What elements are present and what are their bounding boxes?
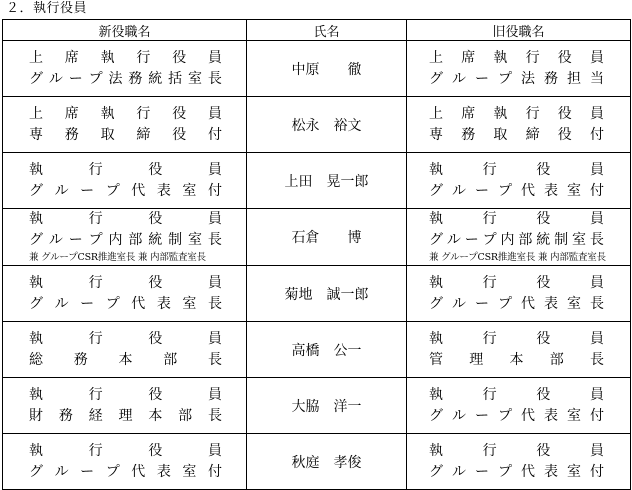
title-char: ル bbox=[54, 182, 69, 199]
title-char: 表 bbox=[544, 463, 558, 480]
title-char: ル bbox=[452, 407, 466, 424]
officer-name: 石倉 博 bbox=[291, 230, 362, 246]
title-char: 務 bbox=[64, 126, 79, 143]
title-char: 表 bbox=[156, 463, 171, 480]
title-char: 長 bbox=[590, 295, 604, 312]
new-title-cell bbox=[3, 97, 247, 153]
title-char: グ bbox=[29, 232, 43, 248]
title-char: 席 bbox=[461, 49, 476, 66]
old-title-cell bbox=[407, 266, 631, 322]
old-title-cell bbox=[407, 97, 631, 153]
new-title-line bbox=[29, 160, 222, 181]
title-char: 室 bbox=[567, 463, 581, 480]
title-char: ー bbox=[80, 463, 95, 480]
title-char: 室 bbox=[182, 295, 197, 312]
new-title-cell bbox=[3, 322, 247, 378]
title-char: 役 bbox=[148, 161, 163, 178]
title-char: 統 bbox=[536, 232, 551, 248]
title-char: グ bbox=[429, 182, 443, 199]
title-char: 部 bbox=[178, 407, 193, 424]
title-char: 表 bbox=[156, 182, 171, 199]
title-char: 取 bbox=[100, 126, 115, 143]
officer-name: 高橋 公一 bbox=[291, 342, 362, 359]
new-title-line bbox=[29, 230, 222, 251]
title-char: 員 bbox=[589, 330, 604, 347]
title-char: 員 bbox=[207, 386, 222, 403]
new-title-line bbox=[29, 385, 222, 406]
title-char: プ bbox=[498, 70, 512, 87]
table-row bbox=[3, 434, 631, 490]
new-title-line bbox=[29, 181, 222, 202]
officer-name: 松永 裕文 bbox=[291, 117, 362, 134]
title-char: 執 bbox=[29, 211, 43, 227]
title-char: 専 bbox=[29, 126, 43, 143]
title-char: 執 bbox=[429, 442, 443, 459]
title-char: 員 bbox=[589, 211, 604, 227]
title-char: ー bbox=[464, 232, 479, 248]
title-char: 制 bbox=[168, 232, 183, 248]
title-char: 行 bbox=[136, 105, 151, 122]
title-char: 当 bbox=[590, 70, 604, 87]
title-char: 員 bbox=[207, 330, 222, 347]
title-char: プ bbox=[498, 463, 512, 480]
title-char: ー bbox=[475, 182, 489, 199]
old-title-line bbox=[429, 462, 604, 483]
old-title-cell bbox=[407, 434, 631, 490]
title-char: 長 bbox=[589, 232, 604, 248]
title-char: 内 bbox=[500, 232, 515, 248]
title-char: 代 bbox=[131, 295, 146, 312]
title-char: 役 bbox=[148, 211, 163, 227]
title-char: 財 bbox=[29, 407, 43, 424]
title-char: 括 bbox=[168, 70, 183, 87]
title-char: 執 bbox=[100, 105, 115, 122]
title-char: 付 bbox=[589, 126, 604, 143]
name-cell bbox=[247, 41, 407, 97]
old-title-line bbox=[429, 294, 604, 315]
name-cell bbox=[247, 322, 407, 378]
title-char: 表 bbox=[544, 182, 558, 199]
new-title-line bbox=[29, 48, 222, 69]
title-char: 役 bbox=[148, 442, 163, 459]
title-char: 締 bbox=[525, 126, 540, 143]
old-title-line bbox=[429, 181, 604, 202]
title-char: ル bbox=[48, 70, 63, 87]
table-row bbox=[3, 209, 631, 266]
title-char: ル bbox=[452, 295, 466, 312]
title-char: プ bbox=[105, 182, 120, 199]
title-char: 執 bbox=[429, 211, 443, 227]
title-char: 付 bbox=[207, 182, 222, 199]
old-title-line bbox=[429, 273, 604, 294]
title-char: ー bbox=[475, 407, 489, 424]
new-title-note: 兼 グループCSR推進室長 兼 内部監査室長 bbox=[29, 252, 206, 263]
title-char: ー bbox=[68, 232, 83, 248]
title-char: 付 bbox=[590, 182, 604, 199]
title-char: プ bbox=[498, 407, 512, 424]
header-new-title: 新役職名 bbox=[3, 20, 247, 41]
title-char: 執 bbox=[493, 49, 508, 66]
title-char: 代 bbox=[521, 407, 535, 424]
title-char: 表 bbox=[156, 295, 171, 312]
title-char: 席 bbox=[64, 49, 79, 66]
title-char: 部 bbox=[163, 351, 178, 368]
title-char: 代 bbox=[521, 295, 535, 312]
table-row bbox=[3, 41, 631, 97]
title-char: 行 bbox=[482, 442, 497, 459]
title-char: 執 bbox=[29, 442, 43, 459]
title-char: 室 bbox=[567, 407, 581, 424]
title-char: ル bbox=[54, 463, 69, 480]
title-char: 上 bbox=[29, 49, 43, 66]
title-char: ル bbox=[452, 70, 466, 87]
title-char: 長 bbox=[207, 407, 222, 424]
title-char: 管 bbox=[429, 351, 443, 368]
title-char: 執 bbox=[429, 386, 443, 403]
table-row bbox=[3, 153, 631, 209]
old-title-line bbox=[429, 329, 604, 350]
executive-officers-table bbox=[2, 19, 631, 490]
old-title-note: 兼 グループCSR推進室長 兼 内部監査室長 bbox=[429, 252, 606, 263]
table-row bbox=[3, 378, 631, 434]
title-char: グ bbox=[29, 463, 43, 480]
title-char: 執 bbox=[29, 386, 43, 403]
officer-name: 菊地 誠一郎 bbox=[284, 286, 369, 303]
title-char: 行 bbox=[482, 161, 497, 178]
old-title-line bbox=[429, 350, 604, 371]
old-title-line bbox=[429, 441, 604, 462]
old-title-line bbox=[429, 406, 604, 427]
title-char: ー bbox=[80, 295, 95, 312]
title-char: 役 bbox=[536, 211, 551, 227]
table-header-row bbox=[3, 20, 631, 41]
title-char: グ bbox=[29, 295, 43, 312]
title-char: 代 bbox=[131, 182, 146, 199]
title-char: 員 bbox=[589, 274, 604, 291]
title-char: プ bbox=[498, 295, 512, 312]
title-char: 室 bbox=[188, 232, 202, 248]
title-char: グ bbox=[429, 70, 443, 87]
title-char: ル bbox=[452, 463, 466, 480]
title-char: 代 bbox=[521, 463, 535, 480]
title-char: 上 bbox=[429, 105, 443, 122]
title-char: 役 bbox=[172, 49, 187, 66]
title-char: 行 bbox=[88, 274, 103, 291]
title-char: 室 bbox=[182, 182, 197, 199]
title-char: 行 bbox=[88, 386, 103, 403]
title-char: 理 bbox=[469, 351, 484, 368]
old-title-line bbox=[429, 385, 604, 406]
title-char: 本 bbox=[509, 351, 524, 368]
new-title-line bbox=[29, 125, 222, 146]
title-char: 総 bbox=[29, 351, 43, 368]
new-title-line bbox=[29, 294, 222, 315]
new-title-cell bbox=[3, 434, 247, 490]
title-char: ル bbox=[54, 295, 69, 312]
new-title-cell bbox=[3, 266, 247, 322]
title-char: 統 bbox=[148, 232, 163, 248]
title-char: 員 bbox=[589, 386, 604, 403]
title-char: 役 bbox=[536, 442, 551, 459]
title-char: 員 bbox=[207, 274, 222, 291]
title-char: ー bbox=[475, 295, 489, 312]
officer-name: 秋庭 孝俊 bbox=[291, 454, 362, 471]
title-char: 本 bbox=[148, 407, 163, 424]
old-title-line bbox=[429, 125, 604, 146]
title-char: 付 bbox=[207, 126, 222, 143]
title-char: 員 bbox=[589, 105, 604, 122]
title-char: プ bbox=[105, 463, 120, 480]
officer-name: 中原 徹 bbox=[291, 61, 362, 78]
title-char: 員 bbox=[589, 442, 604, 459]
title-char: 室 bbox=[572, 232, 586, 248]
name-cell bbox=[247, 97, 407, 153]
title-char: 務 bbox=[73, 351, 88, 368]
title-char: 執 bbox=[429, 274, 443, 291]
title-char: 員 bbox=[207, 211, 222, 227]
title-char: 務 bbox=[544, 70, 558, 87]
title-char: 部 bbox=[128, 232, 143, 248]
new-title-cell bbox=[3, 378, 247, 434]
title-char: 理 bbox=[118, 407, 133, 424]
name-cell bbox=[247, 209, 407, 266]
title-char: 付 bbox=[590, 463, 604, 480]
title-char: 行 bbox=[525, 105, 540, 122]
old-title-line bbox=[429, 104, 604, 125]
title-char: 員 bbox=[207, 442, 222, 459]
title-char: 内 bbox=[108, 232, 123, 248]
title-char: 執 bbox=[29, 274, 43, 291]
title-char: 法 bbox=[521, 70, 535, 87]
old-title-cell bbox=[407, 322, 631, 378]
title-char: 務 bbox=[58, 407, 73, 424]
title-char: 代 bbox=[131, 463, 146, 480]
title-char: 長 bbox=[590, 351, 604, 368]
title-char: ル bbox=[452, 182, 466, 199]
officer-name: 上田 晃一郎 bbox=[284, 173, 369, 190]
title-char: ー bbox=[80, 182, 95, 199]
title-char: 行 bbox=[482, 330, 497, 347]
old-title-cell bbox=[407, 41, 631, 97]
title-char: グ bbox=[29, 182, 43, 199]
title-char: プ bbox=[88, 70, 103, 87]
title-char: 室 bbox=[567, 295, 581, 312]
title-char: プ bbox=[105, 295, 120, 312]
title-char: 代 bbox=[521, 182, 535, 199]
new-title-line bbox=[29, 350, 222, 371]
new-title-line bbox=[29, 406, 222, 427]
title-char: 行 bbox=[136, 49, 151, 66]
title-char: 行 bbox=[88, 330, 103, 347]
new-title-line bbox=[29, 462, 222, 483]
title-char: グ bbox=[429, 232, 443, 248]
title-char: 上 bbox=[429, 49, 443, 66]
title-char: グ bbox=[429, 463, 443, 480]
old-title-line bbox=[429, 160, 604, 181]
title-char: 行 bbox=[482, 274, 497, 291]
title-char: 執 bbox=[429, 161, 443, 178]
new-title-line bbox=[29, 273, 222, 294]
old-title-line bbox=[429, 230, 604, 251]
title-char: 付 bbox=[207, 463, 222, 480]
title-char: 執 bbox=[493, 105, 508, 122]
title-char: 役 bbox=[172, 126, 187, 143]
new-title-cell bbox=[3, 209, 247, 266]
section-heading: ２．執行役員 bbox=[6, 1, 88, 16]
new-title-cell bbox=[3, 153, 247, 209]
title-char: 員 bbox=[207, 105, 222, 122]
new-title-cell bbox=[3, 41, 247, 97]
title-char: 本 bbox=[118, 351, 133, 368]
title-char: 室 bbox=[182, 463, 197, 480]
title-char: 長 bbox=[207, 232, 222, 248]
title-char: 役 bbox=[557, 105, 572, 122]
title-char: 担 bbox=[567, 70, 581, 87]
title-char: 行 bbox=[482, 211, 497, 227]
title-char: 室 bbox=[188, 70, 202, 87]
old-title-cell bbox=[407, 153, 631, 209]
title-char: 表 bbox=[544, 295, 558, 312]
title-char: 員 bbox=[589, 49, 604, 66]
table-row bbox=[3, 322, 631, 378]
title-char: 表 bbox=[544, 407, 558, 424]
title-char: 執 bbox=[100, 49, 115, 66]
title-char: 経 bbox=[88, 407, 103, 424]
name-cell bbox=[247, 434, 407, 490]
title-char: 役 bbox=[172, 105, 187, 122]
title-char: グ bbox=[429, 295, 443, 312]
new-title-line bbox=[29, 104, 222, 125]
name-cell bbox=[247, 153, 407, 209]
new-title-line bbox=[29, 329, 222, 350]
title-char: 員 bbox=[589, 161, 604, 178]
title-char: 役 bbox=[557, 49, 572, 66]
old-title-line bbox=[429, 209, 604, 230]
title-char: プ bbox=[88, 232, 103, 248]
title-char: 役 bbox=[536, 274, 551, 291]
table-row bbox=[3, 97, 631, 153]
title-char: 長 bbox=[208, 351, 222, 368]
title-char: 役 bbox=[536, 330, 551, 347]
title-char: 制 bbox=[554, 232, 569, 248]
title-char: 専 bbox=[429, 126, 443, 143]
title-char: 行 bbox=[88, 161, 103, 178]
new-title-line bbox=[29, 69, 222, 90]
title-char: 執 bbox=[29, 330, 43, 347]
title-char: グ bbox=[29, 70, 43, 87]
title-char: 席 bbox=[461, 105, 476, 122]
officer-name: 大脇 洋一 bbox=[291, 398, 362, 415]
title-char: 長 bbox=[207, 70, 222, 87]
title-char: 行 bbox=[482, 386, 497, 403]
title-char: 役 bbox=[536, 386, 551, 403]
title-char: 役 bbox=[148, 330, 163, 347]
title-char: 行 bbox=[88, 211, 103, 227]
title-char: 役 bbox=[536, 161, 551, 178]
title-char: ル bbox=[446, 232, 461, 248]
title-char: 法 bbox=[108, 70, 123, 87]
header-old-title: 旧役職名 bbox=[407, 20, 631, 41]
title-char: 上 bbox=[29, 105, 43, 122]
name-cell bbox=[247, 266, 407, 322]
table-row bbox=[3, 266, 631, 322]
title-char: 統 bbox=[148, 70, 163, 87]
title-char: 部 bbox=[518, 232, 533, 248]
title-char: 長 bbox=[207, 295, 222, 312]
title-char: 締 bbox=[136, 126, 151, 143]
old-title-line bbox=[429, 69, 604, 90]
title-char: 執 bbox=[429, 330, 443, 347]
title-char: 役 bbox=[148, 386, 163, 403]
title-char: 役 bbox=[557, 126, 572, 143]
title-char: 行 bbox=[88, 442, 103, 459]
title-char: ル bbox=[48, 232, 63, 248]
title-char: 員 bbox=[207, 161, 222, 178]
name-cell bbox=[247, 378, 407, 434]
old-title-cell bbox=[407, 378, 631, 434]
title-char: 役 bbox=[148, 274, 163, 291]
title-char: プ bbox=[482, 232, 497, 248]
title-char: 務 bbox=[461, 126, 476, 143]
title-char: 務 bbox=[128, 70, 143, 87]
title-char: ー bbox=[68, 70, 83, 87]
title-char: 行 bbox=[525, 49, 540, 66]
title-char: 席 bbox=[64, 105, 79, 122]
title-char: 取 bbox=[493, 126, 508, 143]
old-title-cell bbox=[407, 209, 631, 266]
header-name: 氏名 bbox=[247, 20, 407, 41]
title-char: 員 bbox=[207, 49, 222, 66]
old-title-line bbox=[429, 48, 604, 69]
title-char: グ bbox=[429, 407, 443, 424]
title-char: 執 bbox=[29, 161, 43, 178]
new-title-line bbox=[29, 441, 222, 462]
title-char: プ bbox=[498, 182, 512, 199]
new-title-line bbox=[29, 209, 222, 230]
title-char: ー bbox=[475, 70, 489, 87]
title-char: 付 bbox=[590, 407, 604, 424]
title-char: 室 bbox=[567, 182, 581, 199]
title-char: ー bbox=[475, 463, 489, 480]
title-char: 部 bbox=[549, 351, 564, 368]
